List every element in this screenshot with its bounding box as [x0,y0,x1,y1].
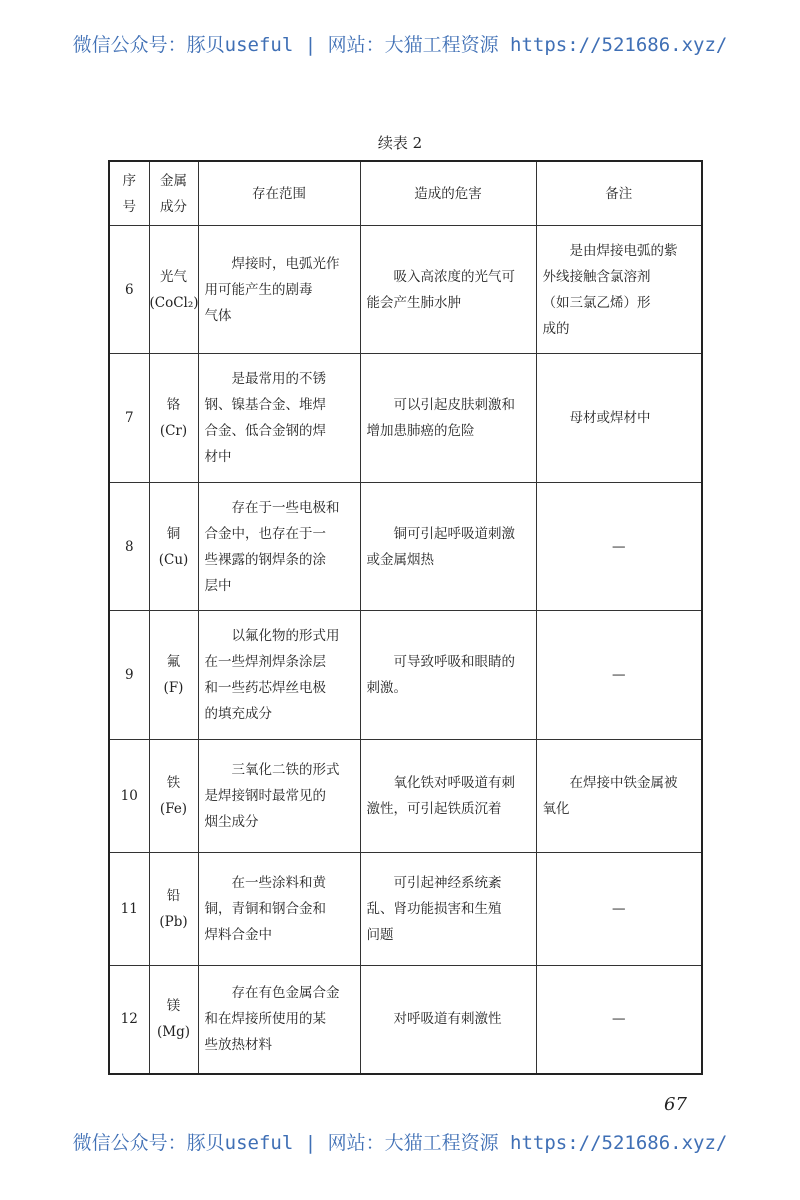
row-number: 7 [109,354,149,483]
remark: — [536,853,702,966]
remark: — [536,483,702,611]
metal-component: 氟 (F) [149,611,198,740]
table-row [109,354,702,483]
existence-scope: 是最常用的不锈 钢、镍基合金、堆焊 合金、低合金钢的焊 材中 [198,354,360,483]
remark: 是由焊接电弧的紫 外线接触含氯溶剂 （如三氯乙烯）形 成的 [536,226,702,354]
row-number: 11 [109,853,149,966]
hazard: 对呼吸道有刺激性 [360,966,536,1074]
metal-component: 铬 (Cr) [149,354,198,483]
header-scope: 存在范围 [198,161,360,226]
row-number: 8 [109,483,149,611]
metal-component: 铜 (Cu) [149,483,198,611]
row-number: 9 [109,611,149,740]
hazard: 可引起神经系统紊 乱、肾功能损害和生殖 问题 [360,853,536,966]
remark: — [536,966,702,1074]
metal-component: 铅 (Pb) [149,853,198,966]
hazard: 铜可引起呼吸道刺激 或金属烟热 [360,483,536,611]
hazard: 可导致呼吸和眼睛的 刺激。 [360,611,536,740]
existence-scope: 焊接时，电弧光作 用可能产生的剧毒 气体 [198,226,360,354]
page-number: 67 [664,1094,687,1115]
row-number: 12 [109,966,149,1074]
existence-scope: 存在有色金属合金 和在焊接所使用的某 些放热材料 [198,966,360,1074]
metal-component: 铁 (Fe) [149,740,198,853]
table-caption: 续表 2 [377,134,423,152]
table-row [109,853,702,966]
table-row [109,483,702,611]
watermark-top: 微信公众号：豚贝useful | 网站：大猫工程资源 https://521686.xyz/ [72,34,728,56]
hazard: 吸入高浓度的光气可 能会产生肺水肿 [360,226,536,354]
metal-component: 光气 (CoCl₂) [149,226,198,354]
row-number: 6 [109,226,149,354]
header-no: 序号 [109,161,149,226]
remark: 母材或焊材中 [536,354,702,483]
table-row [109,740,702,853]
row-number: 10 [109,740,149,853]
metal-hazard-table [108,160,703,1075]
header-note: 备注 [536,161,702,226]
table-header-row [109,161,702,226]
hazard: 氧化铁对呼吸道有刺 激性，可引起铁质沉着 [360,740,536,853]
table-row [109,611,702,740]
existence-scope: 在一些涂料和黄 铜，青铜和钢合金和 焊料合金中 [198,853,360,966]
metal-component: 镁 (Mg) [149,966,198,1074]
existence-scope: 存在于一些电极和 合金中，也存在于一 些裸露的钢焊条的涂 层中 [198,483,360,611]
existence-scope: 以氟化物的形式用 在一些焊剂焊条涂层 和一些药芯焊丝电极 的填充成分 [198,611,360,740]
table-row [109,226,702,354]
header-metal: 金属 成分 [149,161,198,226]
watermark-bottom: 微信公众号：豚贝useful | 网站：大猫工程资源 https://521686.xyz/ [72,1132,728,1154]
remark: — [536,611,702,740]
existence-scope: 三氧化二铁的形式 是焊接钢时最常见的 烟尘成分 [198,740,360,853]
remark: 在焊接中铁金属被 氧化 [536,740,702,853]
table-row [109,966,702,1074]
hazard: 可以引起皮肤刺激和 增加患肺癌的危险 [360,354,536,483]
header-harm: 造成的危害 [360,161,536,226]
